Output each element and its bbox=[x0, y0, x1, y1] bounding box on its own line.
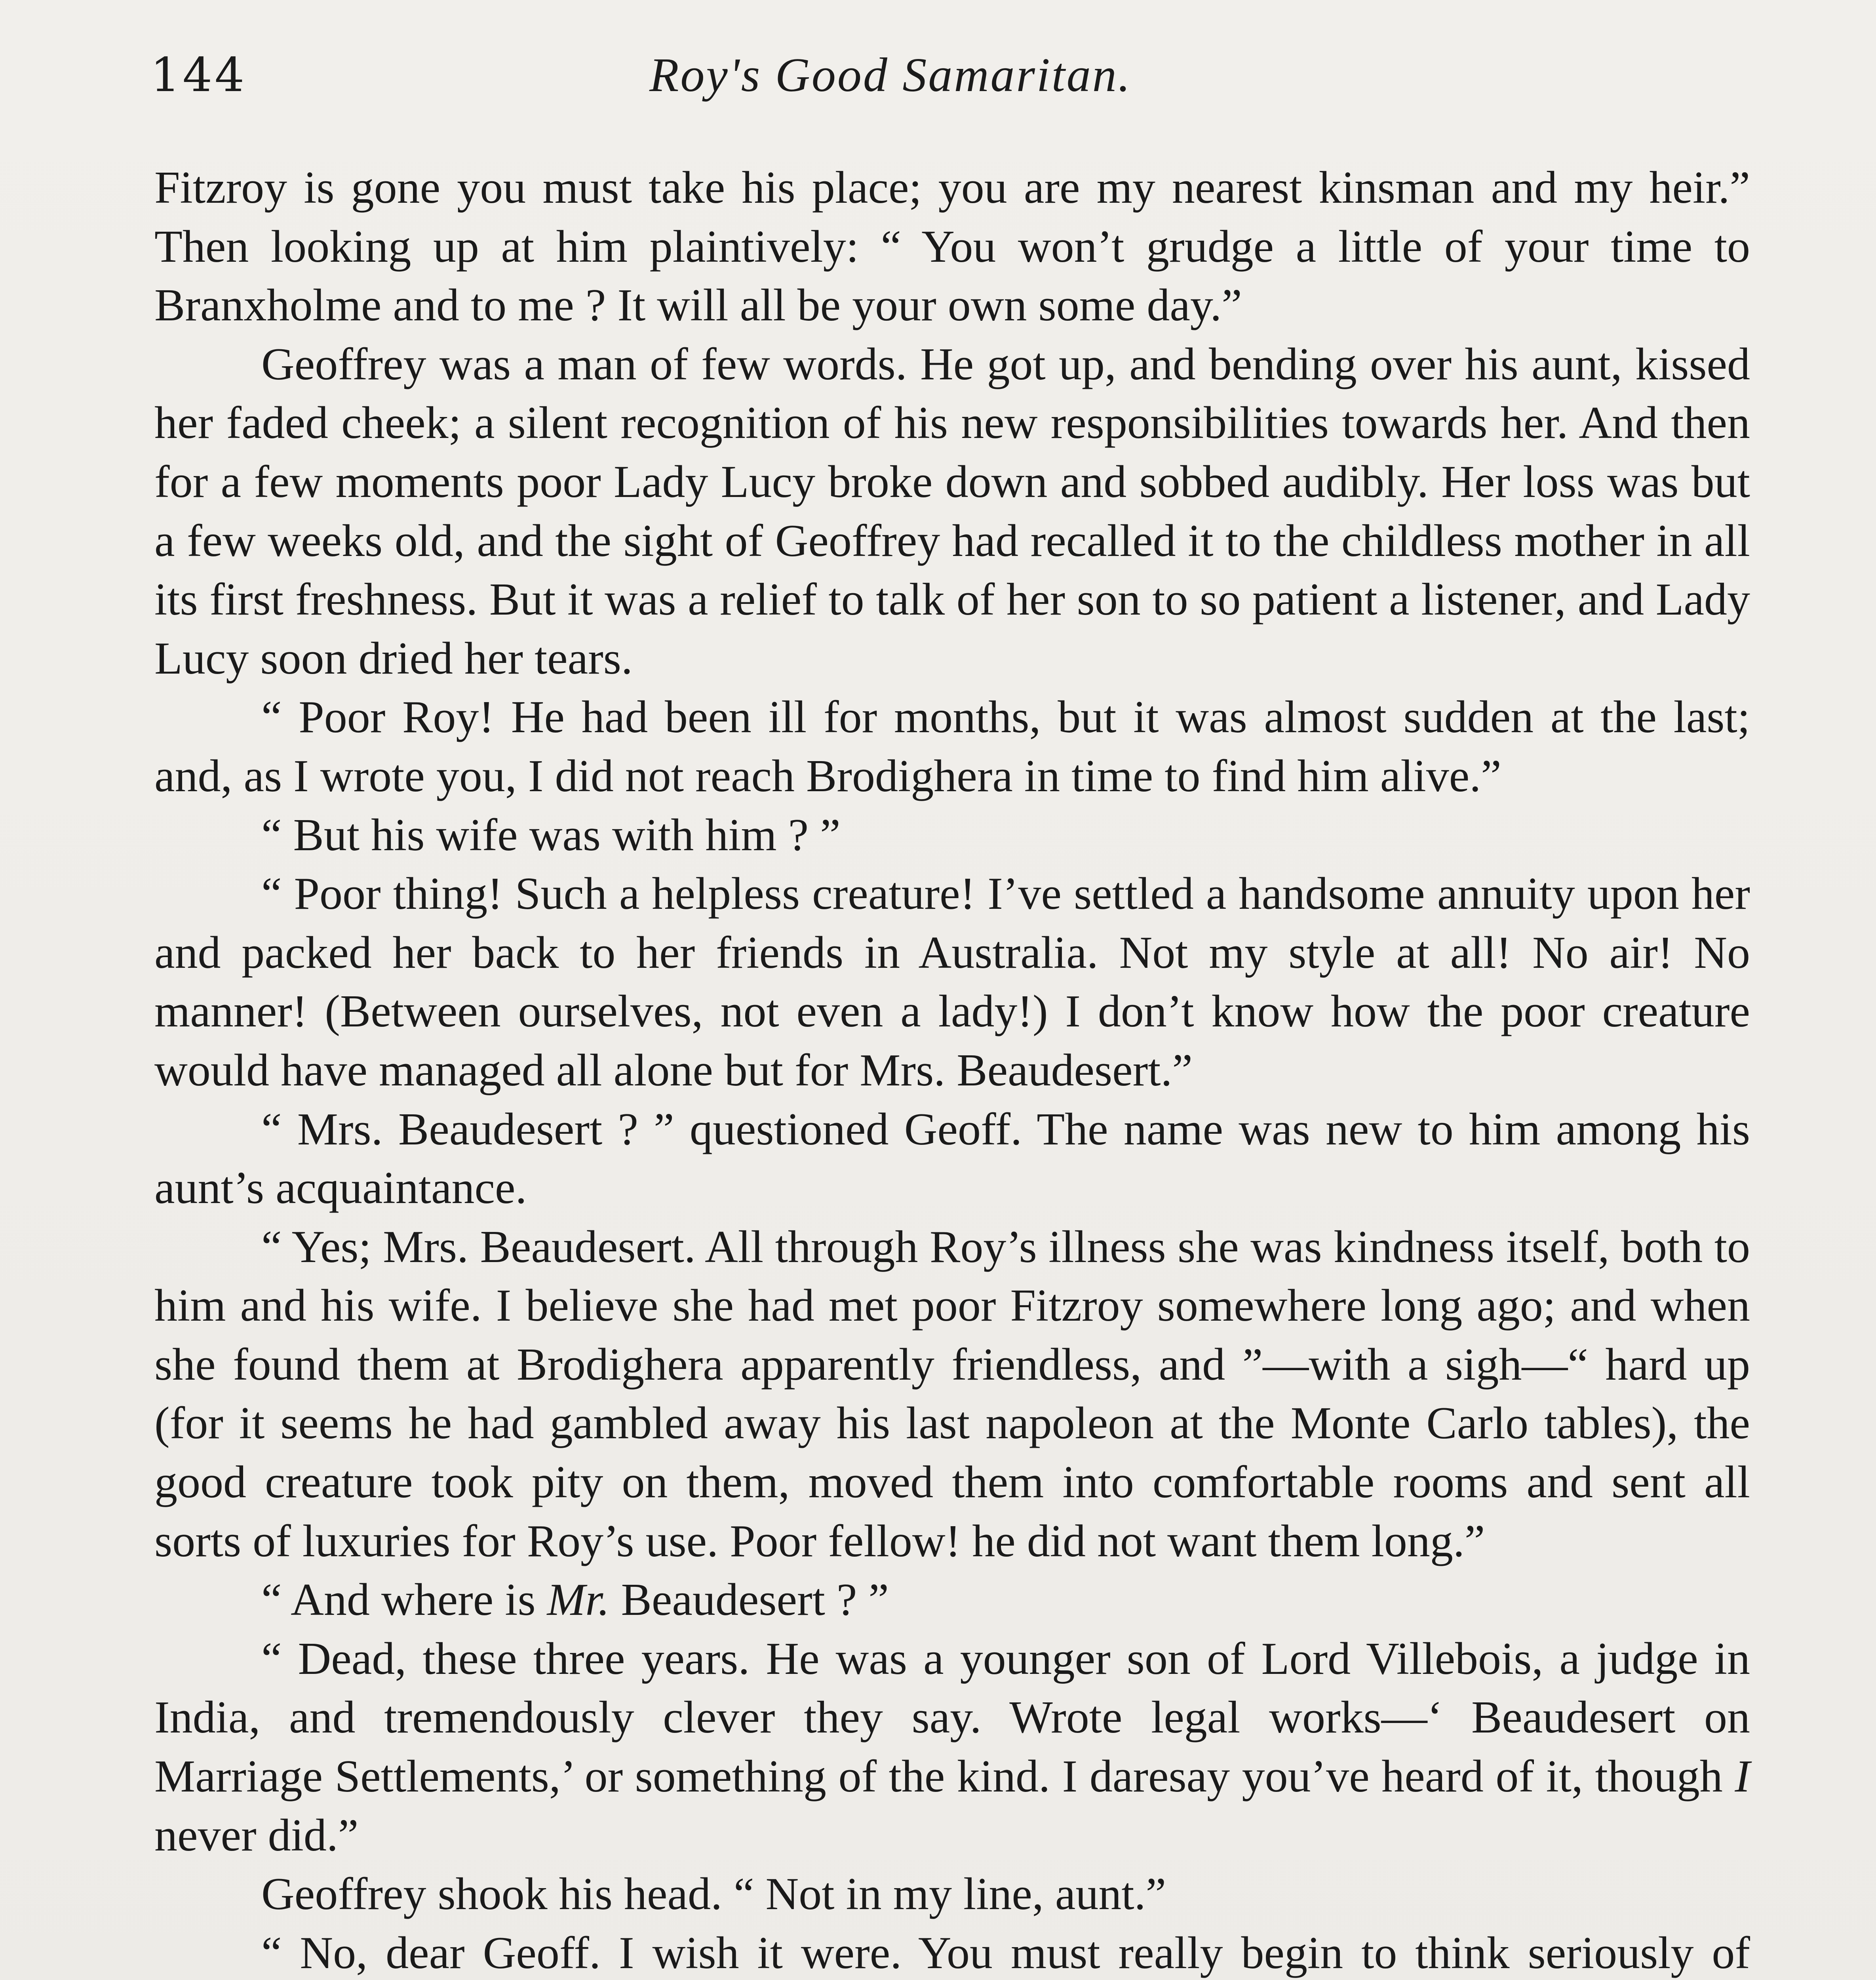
paragraph-text: “ But his wife was with him ? ” bbox=[261, 809, 841, 861]
italic-text: Mr. bbox=[547, 1574, 610, 1626]
paragraph-text: “ Poor thing! Such a helpless creature! I’ve settled a handsome annuity upon her and packed her back to her friends in Australia. Not my style at all! No air! No manner! (Between ourselves, not even a lady!) I don’t know how the poor creature would have managed all alone but for Mrs. Beaudesert.” bbox=[154, 868, 1750, 1096]
italic-text: I bbox=[1735, 1751, 1750, 1802]
body-text bbox=[154, 158, 1750, 1980]
paragraph bbox=[154, 1865, 1750, 1924]
paragraph bbox=[154, 335, 1750, 688]
paragraph-text: Geoffrey shook his head. “ Not in my line, aunt.” bbox=[261, 1869, 1166, 1920]
paragraph bbox=[154, 1571, 1750, 1630]
page-number: 144 bbox=[150, 48, 247, 102]
paragraph bbox=[154, 688, 1750, 805]
running-head: Roy's Good Samaritan. bbox=[649, 48, 1132, 102]
paragraph-text: “ And where is bbox=[261, 1574, 547, 1626]
paragraph-text: “ No, dear Geoff. I wish it were. You must really begin to think seriously of bbox=[261, 1927, 1750, 1978]
page-header bbox=[150, 48, 1758, 127]
paragraph-text: Beaudesert ? ” bbox=[609, 1574, 889, 1626]
paragraph-text: “ Mrs. Beaudesert ? ” questioned Geoff. The name was new to him among his aunt’s acquaintance. bbox=[154, 1104, 1750, 1214]
paragraph bbox=[154, 1630, 1750, 1865]
paragraph-text: Fitzroy is gone you must take his place; you are my nearest kinsman and my heir.” Then looking up at him plaintively: “ You won’t grudge a little of your time to Branxholme and to me ? It will all be your own some day.” bbox=[154, 162, 1750, 331]
paragraph bbox=[154, 1100, 1750, 1218]
paragraph bbox=[154, 806, 1750, 865]
paragraph-text: never did.” bbox=[154, 1810, 359, 1861]
paragraph-text: “ Dead, these three years. He was a younger son of Lord Villebois, a judge in India, and tremendously clever they say. Wrote legal works—‘ Beaudesert on Marriage Settlements,’ or something of the kind. I daresay you’ve heard of it, though bbox=[154, 1633, 1750, 1802]
paragraph bbox=[154, 158, 1750, 335]
paragraph-text: “ Yes; Mrs. Beaudesert. All through Roy’s illness she was kindness itself, both to him and his wife. I believe she had met poor Fitzroy somewhere long ago; and when she found them at Brodighera apparently friendless, and ”—with a sigh—“ hard up (for it seems he had gambled away his last napoleon at the Monte Carlo tables), the good creature took pity on them, moved them into comfortable rooms and sent all sorts of luxuries for Roy’s use. Poor fellow! he did not want them long.” bbox=[154, 1221, 1750, 1567]
paragraph-text: Geoffrey was a man of few words. He got up, and bending over his aunt, kissed her faded cheek; a silent recognition of his new responsibilities towards her. And then for a few moments poor Lady Lucy broke down and sobbed audibly. Her loss was but a few weeks old, and the sight of Geoffrey had recalled it to the childless mother in all its first freshness. But it was a relief to talk of her son to so patient a listener, and Lady Lucy soon dried her tears. bbox=[154, 339, 1750, 684]
paragraph-text: “ Poor Roy! He had been ill for months, but it was almost sudden at the last; and, as I wrote you, I did not reach Brodighera in time to find him alive.” bbox=[154, 692, 1750, 802]
paragraph bbox=[154, 1924, 1750, 1980]
paragraph bbox=[154, 1218, 1750, 1571]
paragraph bbox=[154, 864, 1750, 1100]
